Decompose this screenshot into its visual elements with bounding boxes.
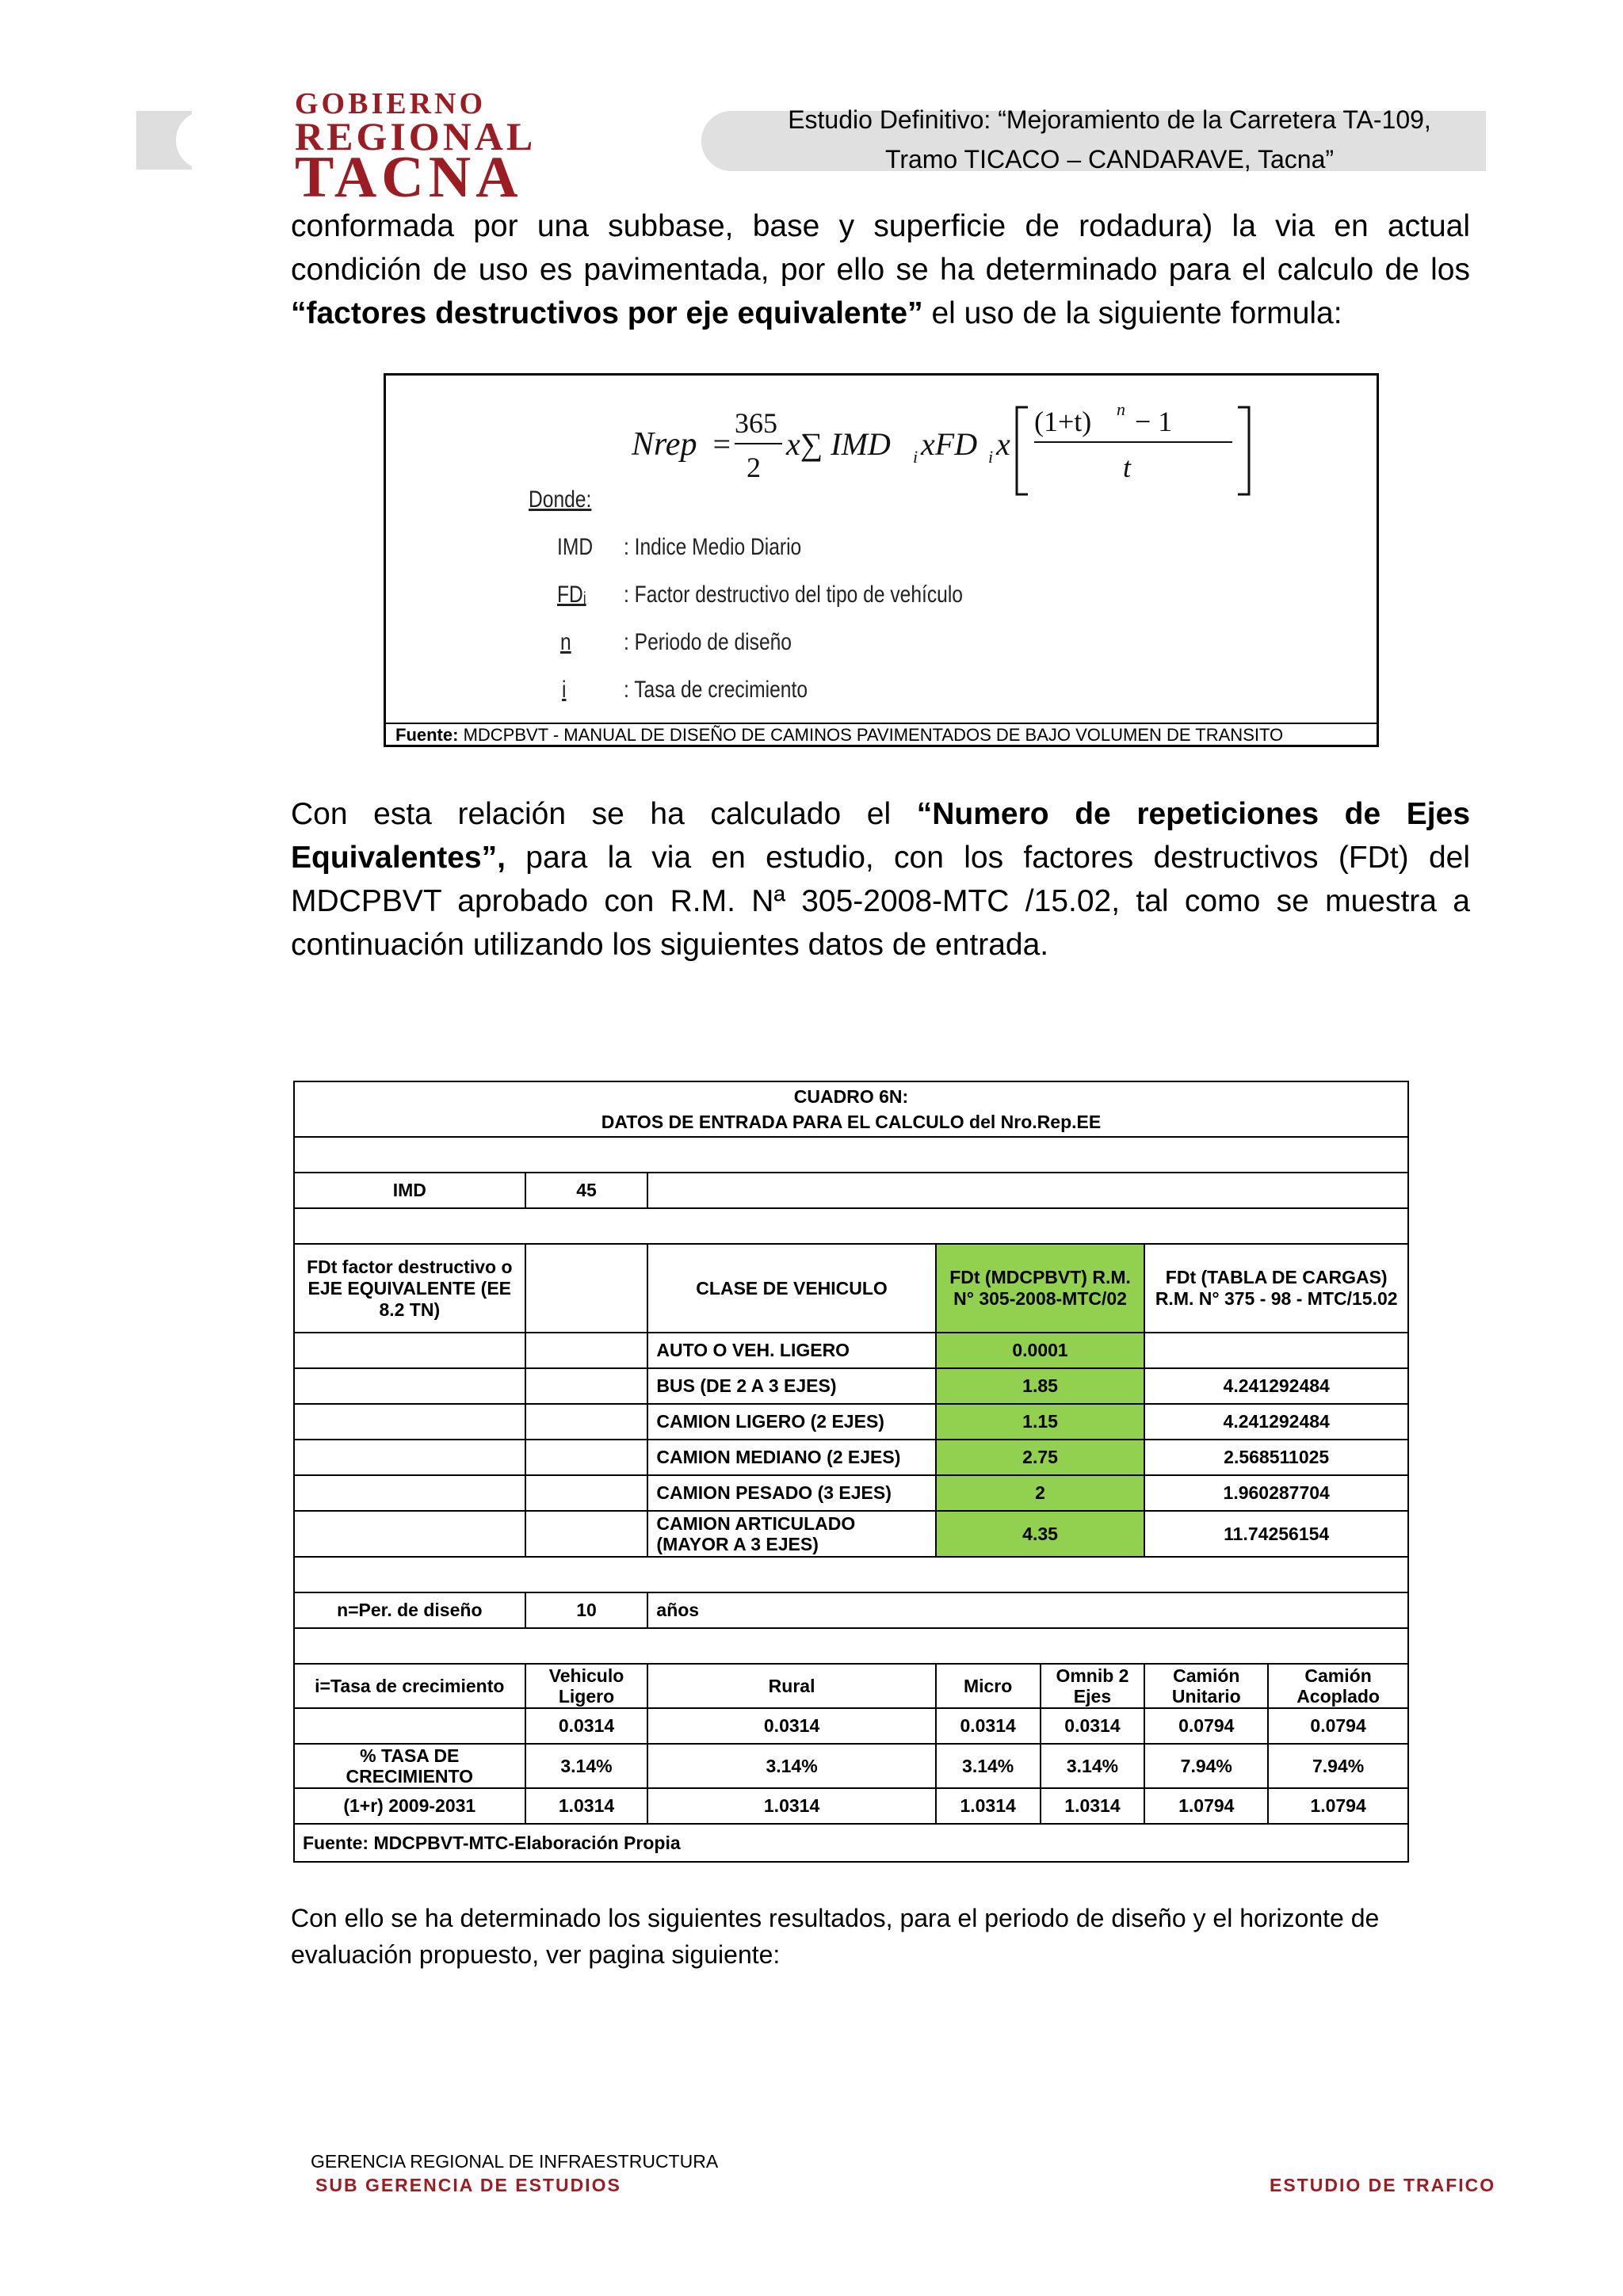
formula-bracket-num: (1+t) xyxy=(1034,406,1092,437)
table-row: CAMION MEDIANO (2 EJES) 2.75 2.568511025 xyxy=(294,1440,1408,1475)
period-row: n=Per. de diseño 10 años xyxy=(294,1592,1408,1628)
footer-gerencia: GERENCIA REGIONAL DE INFRAESTRUCTURA xyxy=(311,2151,719,2172)
cuadro-6n-table xyxy=(293,1081,1409,1863)
def-sym-imd: IMD xyxy=(557,534,594,560)
formula-body: x∑ IMD xyxy=(786,426,891,462)
def-sym-n: n xyxy=(560,629,571,655)
def-sym-i: i xyxy=(562,677,567,703)
table-row: CAMION ARTICULADO (MAYOR A 3 EJES) 4.35 11.74256154 xyxy=(294,1511,1408,1557)
table-source-row: Fuente: MDCPBVT-MTC-Elaboración Propia xyxy=(294,1824,1408,1862)
table-row: AUTO O VEH. LIGERO 0.0001 xyxy=(294,1333,1408,1368)
pct-row: % TASA DE CRECIMIENTO 3.14% 3.14% 3.14% 3.14% 7.94% 7.94% xyxy=(294,1744,1408,1788)
footer-sub-gerencia: SUB GERENCIA DE ESTUDIOS xyxy=(315,2175,621,2195)
formula-lhs: Nrep xyxy=(632,426,697,463)
factor-row: (1+r) 2009-2031 1.0314 1.0314 1.0314 1.0314 1.0794 1.0794 xyxy=(294,1788,1408,1824)
svg-text:i: i xyxy=(988,447,994,467)
formula-num: 365 xyxy=(735,407,777,439)
formula-bracket-den: t xyxy=(1123,452,1132,483)
gobierno-regional-tacna-logo: GOBIERNO REGIONAL TACNA xyxy=(295,87,537,210)
svg-text:− 1: − 1 xyxy=(1135,406,1173,437)
table-row: CAMION PESADO (3 EJES) 2 1.960287704 xyxy=(294,1475,1408,1511)
formula-svg xyxy=(386,376,1377,724)
growth-values-row: 0.0314 0.0314 0.0314 0.0314 0.0794 0.0794 xyxy=(294,1708,1408,1744)
def-desc-i: : Tasa de crecimiento xyxy=(624,677,808,703)
svg-text:n: n xyxy=(1117,399,1125,419)
paragraph-2: Con esta relación se ha calculado el “Numero de repeticiones de Ejes Equivalentes”, para la via en estudio, con los factores destructivos (FDt) del MDCPBVT aprobado con R.M. Nª 305-2008-MTC /15.02, tal como se muestra a continuación utilizando los siguientes datos de entrada. xyxy=(291,797,1471,962)
footer-estudio-trafico: ESTUDIO DE TRAFICO xyxy=(1270,2175,1496,2195)
table-row: BUS (DE 2 A 3 EJES) 1.85 4.241292484 xyxy=(294,1368,1408,1404)
formula-den: 2 xyxy=(747,452,761,483)
growth-header-row: i=Tasa de crecimiento Vehiculo Ligero Rural Micro Omnib 2 Ejes Camión Unitario Camión Acoplado xyxy=(294,1664,1408,1708)
intro-paragraph: conformada por una subbase, base y superficie de rodadura) la via en actual condición de uso es pavimentada, por ello se ha determinado para el calculo de los “factores destructivos por eje equivalente” el uso de la siguiente formula: xyxy=(291,209,1470,330)
table-title: CUADRO 6N: DATOS DE ENTRADA PARA EL CALCULO del Nro.Rep.EE xyxy=(294,1081,1408,1137)
def-desc-imd: : Indice Medio Diario xyxy=(624,534,802,560)
formula-box xyxy=(384,373,1379,747)
header-title: Estudio Definitivo: “Mejoramiento de la Carretera TA-109, Tramo TICACO – CANDARAVE, Tacna” xyxy=(788,105,1431,174)
formula-fd: xFD xyxy=(921,426,978,462)
def-desc-n: : Periodo de diseño xyxy=(624,629,792,655)
formula-sub-i: i xyxy=(913,447,918,467)
formula-donde: Donde: xyxy=(529,486,592,513)
fdt-header-row: FDt factor destructivo o EJE EQUIVALENTE (EE 8.2 TN) CLASE DE VEHICULO FDt (MDCPBVT) R.M. N° 305-2008-MTC/02 FDt (TABLA DE CARGAS) R.M. N° 375 - 98 - MTC/15.02 xyxy=(294,1244,1408,1333)
svg-text:x: x xyxy=(996,426,1010,462)
conclusion-text: Con ello se ha determinado los siguientes resultados, para el periodo de diseño y el horizonte de evaluación propuesto, ver pagina siguiente: xyxy=(291,1904,1380,1969)
table-row: CAMION LIGERO (2 EJES) 1.15 4.241292484 xyxy=(294,1404,1408,1440)
def-desc-fd: : Factor destructivo del tipo de vehículo xyxy=(624,582,964,608)
svg-text:=: = xyxy=(711,426,732,462)
imd-row: IMD 45 xyxy=(294,1173,1408,1208)
formula-source: Fuente: MDCPBVT - MANUAL DE DISEÑO DE CAMINOS PAVIMENTADOS DE BAJO VOLUMEN DE TRANSITO xyxy=(386,723,1377,745)
def-sym-fd: FDᵢ xyxy=(557,582,586,608)
